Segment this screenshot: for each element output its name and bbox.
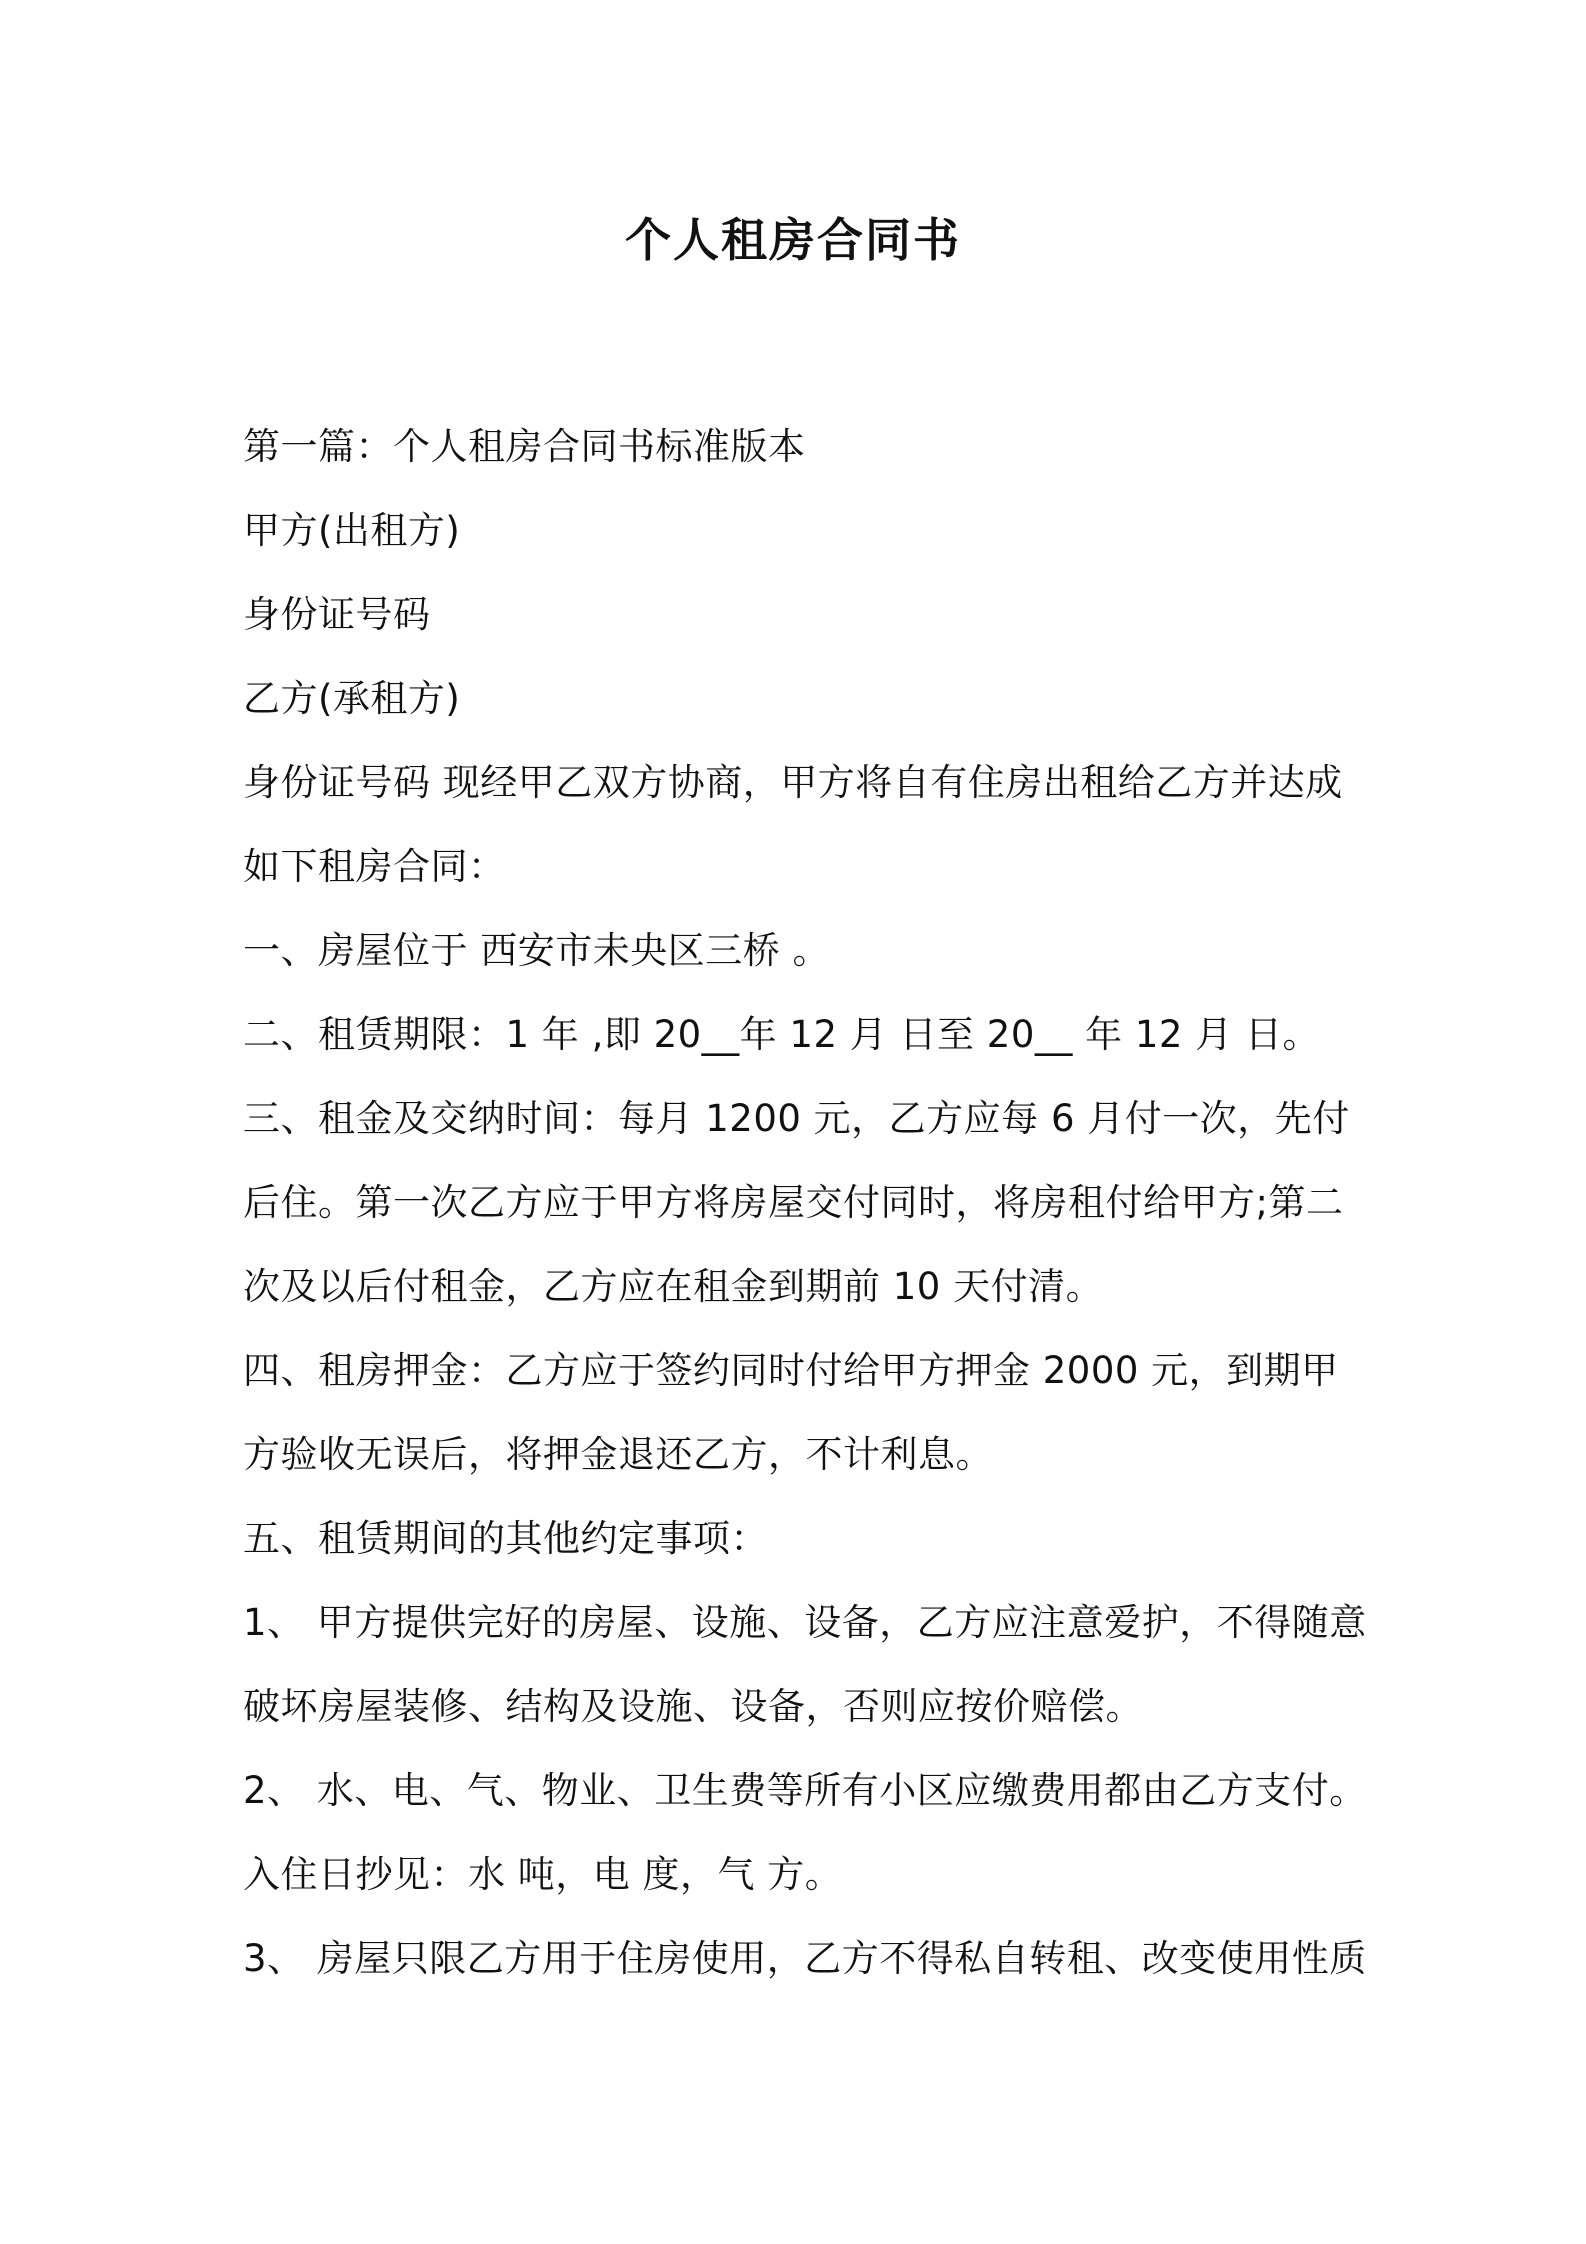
paragraph-line: 后住。第一次乙方应于甲方将房屋交付同时，将房租付给甲方;第二 bbox=[243, 1181, 1344, 1224]
paragraph-line: 入住日抄见：水 吨，电 度，气 方。 bbox=[243, 1853, 843, 1896]
clause-location: 一、房屋位于 西安市未央区三桥 。 bbox=[243, 929, 831, 972]
sub-clause-3: 3、 房屋只限乙方用于住房使用，乙方不得私自转租、改变使用性质 bbox=[243, 1937, 1367, 1980]
party-a-id-label: 身份证号码 bbox=[243, 593, 431, 636]
section-heading: 第一篇：个人租房合同书标准版本 bbox=[243, 425, 806, 468]
paragraph-line: 次及以后付租金，乙方应在租金到期前 10 天付清。 bbox=[243, 1265, 1104, 1308]
paragraph-line: 身份证号码 现经甲乙双方协商，甲方将自有住房出租给乙方并达成 bbox=[243, 761, 1343, 804]
paragraph-line: 方验收无误后，将押金退还乙方，不计利息。 bbox=[243, 1433, 993, 1476]
party-b-label: 乙方(承租方) bbox=[243, 677, 461, 720]
sub-clause-2: 2、 水、电、气、物业、卫生费等所有小区应缴费用都由乙方支付。 bbox=[243, 1769, 1367, 1812]
sub-clause-1: 1、 甲方提供完好的房屋、设施、设备，乙方应注意爱护，不得随意 bbox=[243, 1601, 1367, 1644]
clause-rent: 三、租金及交纳时间：每月 1200 元，乙方应每 6 月付一次，先付 bbox=[243, 1097, 1350, 1140]
clause-term: 二、租赁期限：1 年 ,即 20__年 12 月 日至 20__ 年 12 月 日。 bbox=[243, 1013, 1320, 1056]
clause-other-terms: 五、租赁期间的其他约定事项： bbox=[243, 1517, 768, 1560]
paragraph-line: 如下租房合同： bbox=[243, 845, 506, 888]
party-a-label: 甲方(出租方) bbox=[243, 509, 461, 552]
document-title: 个人租房合同书 bbox=[625, 213, 961, 267]
clause-deposit: 四、租房押金：乙方应于签约同时付给甲方押金 2000 元，到期甲 bbox=[243, 1349, 1339, 1392]
paragraph-line: 破坏房屋装修、结构及设施、设备，否则应按价赔偿。 bbox=[243, 1685, 1143, 1728]
document-body bbox=[243, 405, 1367, 2001]
